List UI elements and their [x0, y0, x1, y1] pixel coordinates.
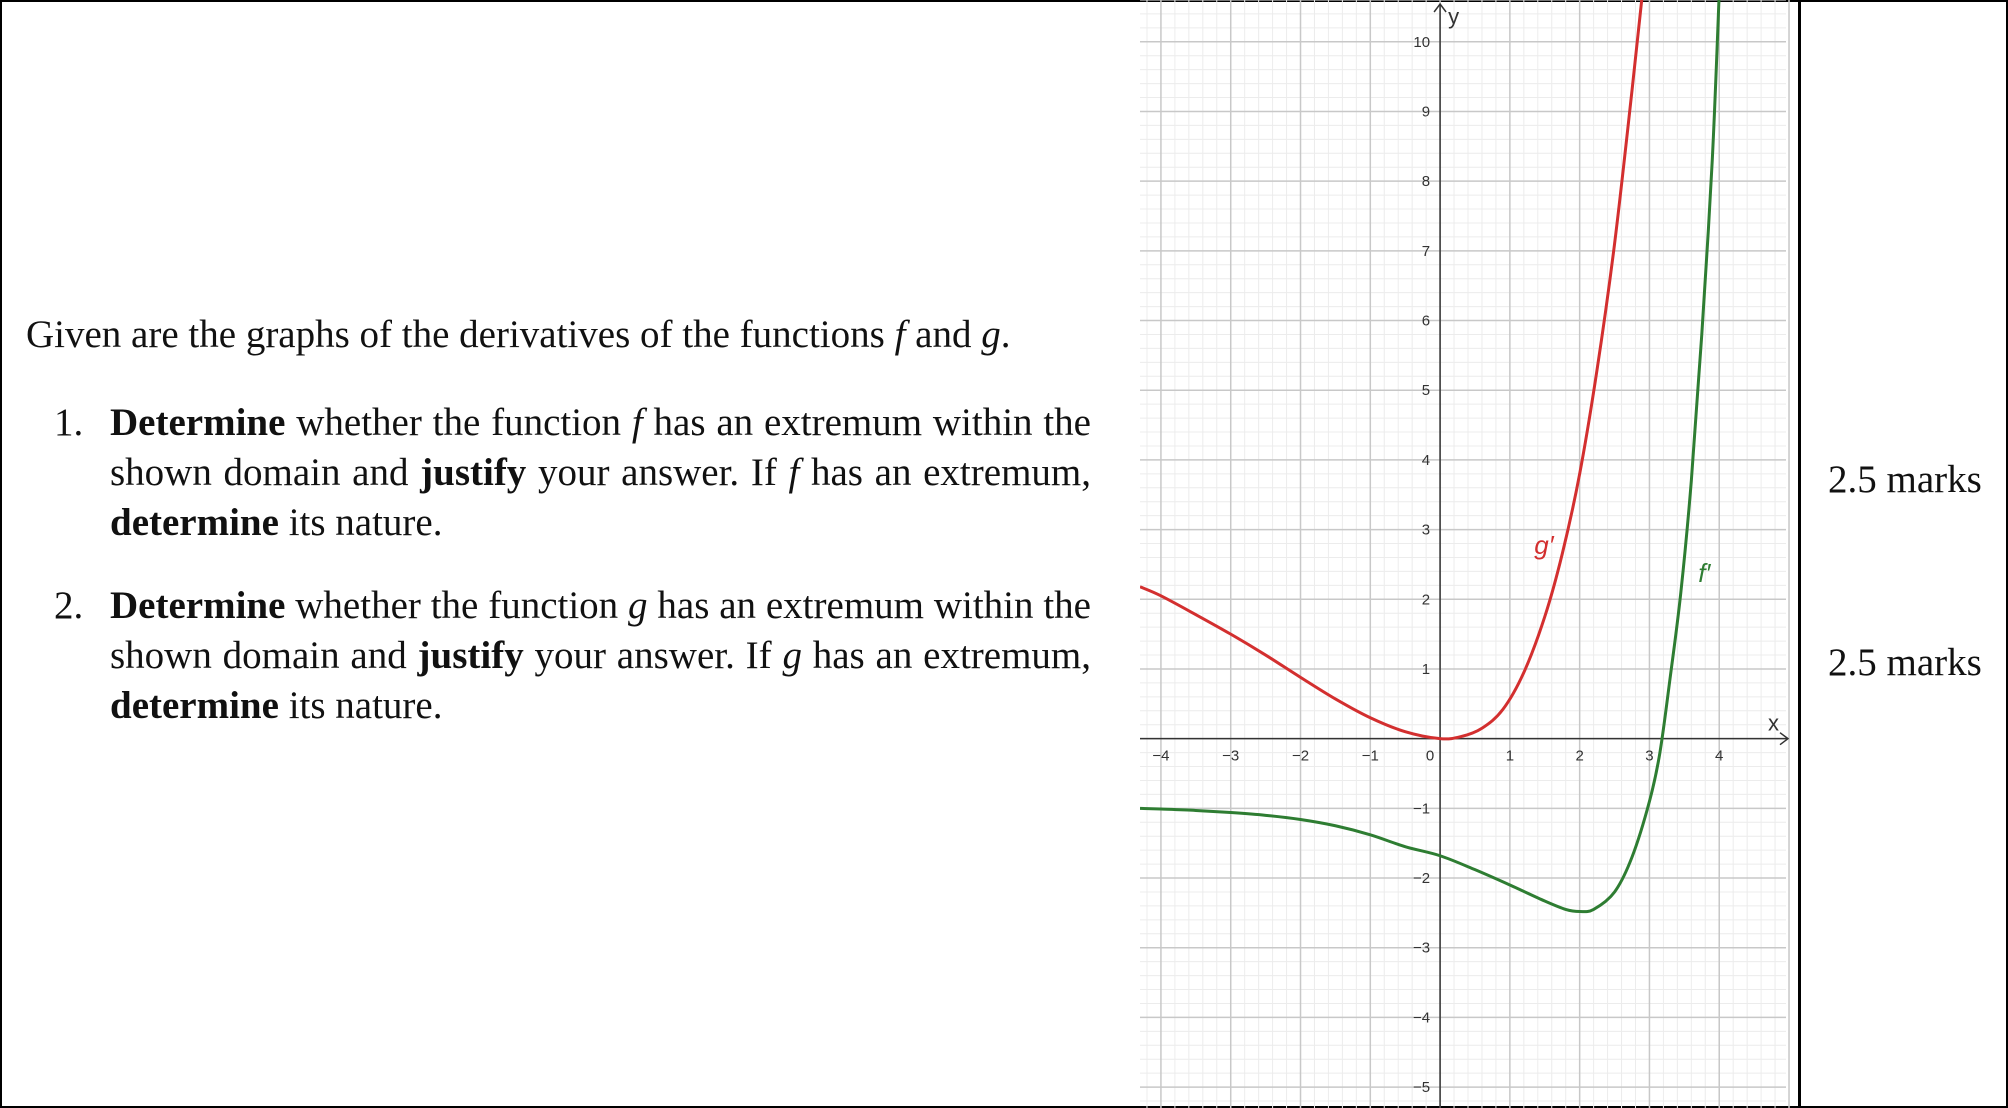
- y-tick-label: 9: [1421, 103, 1431, 121]
- x-tick-label: 2: [1575, 747, 1584, 765]
- y-tick-label: −3: [1412, 939, 1431, 957]
- y-axis-label: y: [1448, 4, 1460, 29]
- intro-text: Given are the graphs of the derivatives of the functions: [26, 313, 895, 356]
- x-tick-label: −3: [1222, 747, 1240, 765]
- marks-item-2: 2.5 marks: [1828, 641, 1982, 684]
- task-text: your answer. If: [526, 451, 789, 494]
- derivative-graph: [1140, 0, 1796, 1108]
- task-list: [26, 398, 1091, 731]
- task-number: 1.: [54, 401, 84, 444]
- function-symbol: f: [894, 313, 906, 356]
- y-tick-label: −2: [1412, 870, 1431, 888]
- column-divider: [1798, 0, 1801, 1108]
- task-text: has an extremum,: [801, 634, 1091, 677]
- x-axis-label: x: [1768, 710, 1779, 736]
- task-text: whether the function: [285, 584, 629, 627]
- task-text: its nature.: [278, 501, 443, 544]
- task-text: has an extremum,: [799, 451, 1091, 494]
- task-text: whether the function: [285, 401, 632, 444]
- task-verb: determine: [110, 501, 279, 544]
- y-tick-label: −1: [1412, 800, 1431, 818]
- intro-text: and: [905, 313, 982, 356]
- y-tick-label: −5: [1412, 1079, 1431, 1097]
- function-symbol: g: [782, 634, 802, 677]
- axes: [1140, 4, 1788, 1108]
- task-text: your answer. If: [523, 634, 783, 677]
- y-tick-label: 5: [1421, 382, 1431, 400]
- task-text: has an extremum within the shown domain and: [110, 401, 1091, 494]
- function-symbol: f: [788, 451, 800, 494]
- function-symbol: g: [981, 313, 1001, 356]
- y-tick-label: 10: [1413, 33, 1431, 51]
- x-tick-label: 3: [1645, 747, 1654, 765]
- question-intro: [26, 310, 1091, 360]
- task-verb: justify: [420, 451, 527, 494]
- y-tick-label: 6: [1421, 312, 1431, 330]
- y-tick-label: 1: [1421, 660, 1431, 678]
- y-tick-label: −4: [1412, 1009, 1431, 1027]
- y-tick-label: 8: [1421, 173, 1431, 191]
- task-verb: determine: [110, 684, 279, 727]
- y-tick-label: 4: [1421, 451, 1431, 469]
- x-tick-label: −2: [1291, 747, 1310, 765]
- x-tick-label: −1: [1361, 747, 1379, 765]
- task-verb: Determine: [110, 584, 286, 627]
- y-tick-label: 3: [1421, 521, 1431, 539]
- function-symbol: f: [631, 401, 643, 444]
- question-block: [26, 310, 1091, 731]
- marks-item-1: 2.5 marks: [1828, 458, 1982, 501]
- minor-grid: [1140, 0, 1786, 1108]
- curve-label: g′: [1534, 530, 1554, 560]
- x-tick-label: 1: [1505, 747, 1515, 765]
- task-text: has an extremum within the shown domain and: [110, 584, 1091, 677]
- x-tick-label: 0: [1425, 747, 1435, 765]
- task-verb: Determine: [110, 401, 286, 444]
- tick-labels: [1152, 34, 1723, 1096]
- x-tick-label: −4: [1152, 747, 1170, 765]
- task-text: its nature.: [278, 684, 443, 727]
- curve-label: f′: [1698, 557, 1711, 588]
- function-symbol: g: [628, 584, 648, 627]
- intro-text: .: [1000, 313, 1011, 356]
- task-item: [26, 398, 1091, 548]
- task-item: [26, 581, 1091, 731]
- task-verb: justify: [417, 634, 524, 677]
- task-number: 2.: [54, 584, 84, 627]
- y-tick-label: 7: [1421, 242, 1431, 260]
- y-tick-label: 2: [1421, 591, 1431, 609]
- x-tick-label: 4: [1715, 747, 1724, 765]
